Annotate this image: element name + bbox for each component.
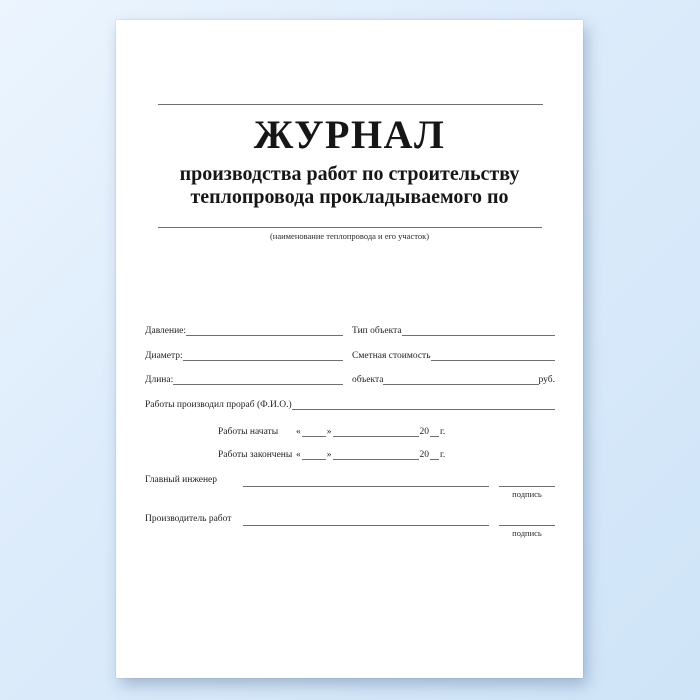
pressure-label: Давление: bbox=[145, 326, 187, 336]
form-row-foreman bbox=[145, 399, 555, 412]
currency-label: руб. bbox=[538, 375, 555, 385]
form-fields bbox=[145, 325, 555, 538]
object-cost-blank-line bbox=[383, 373, 538, 385]
estimated-cost-blank-line bbox=[431, 349, 555, 361]
object-type-blank-line bbox=[402, 324, 555, 336]
works-producer-signature-blank-line bbox=[499, 513, 555, 526]
works-producer-row bbox=[145, 513, 555, 538]
estimated-cost-label: Сметная стоимость bbox=[352, 351, 431, 361]
signature-caption: подпись bbox=[512, 489, 542, 499]
pipeline-name-caption: (наименование теплопровода и его участок) bbox=[269, 231, 430, 241]
object-type-label: Тип объекта bbox=[352, 326, 402, 336]
month-blank-line bbox=[333, 425, 419, 437]
quote-open: « bbox=[296, 427, 301, 437]
works-producer-name-blank-line bbox=[243, 513, 489, 526]
pipeline-name-blank-line bbox=[158, 227, 542, 228]
foreman-label: Работы производил прораб (Ф.И.О.) bbox=[145, 400, 292, 410]
subtitle-line-2: теплопровода прокладываемого по bbox=[190, 186, 509, 208]
chief-engineer-signature-blank-line bbox=[499, 474, 555, 487]
top-blank-line bbox=[158, 104, 543, 105]
pressure-blank-line bbox=[186, 324, 343, 336]
diameter-label: Диаметр: bbox=[145, 351, 183, 361]
length-blank-line bbox=[173, 373, 343, 385]
year-suffix: г. bbox=[440, 450, 446, 460]
year-suffix: г. bbox=[440, 427, 446, 437]
works-started-label: Работы начаты bbox=[218, 427, 279, 437]
object-word-label: объекта bbox=[352, 375, 384, 385]
document-title: ЖУРНАЛ bbox=[253, 112, 446, 157]
form-row-1 bbox=[145, 325, 555, 338]
works-finished-label: Работы закончены bbox=[218, 450, 293, 460]
foreman-blank-line bbox=[292, 398, 555, 410]
works-producer-label: Производитель работ bbox=[145, 514, 232, 524]
subtitle-line-1: производства работ по строительству bbox=[179, 163, 520, 185]
chief-engineer-row bbox=[145, 474, 555, 499]
year-prefix: 20 bbox=[419, 450, 429, 460]
year-blank-line bbox=[430, 425, 439, 437]
works-finished-row bbox=[218, 449, 555, 462]
day-blank-line bbox=[302, 448, 326, 460]
quote-close: » bbox=[326, 427, 332, 437]
works-started-row bbox=[218, 426, 555, 439]
quote-close: » bbox=[326, 450, 332, 460]
document-page bbox=[116, 20, 583, 678]
diameter-blank-line bbox=[183, 349, 343, 361]
year-prefix: 20 bbox=[419, 427, 429, 437]
form-row-2 bbox=[145, 350, 555, 363]
signature-caption: подпись bbox=[512, 528, 542, 538]
chief-engineer-label: Главный инженер bbox=[145, 475, 218, 485]
year-blank-line bbox=[430, 448, 439, 460]
month-blank-line bbox=[333, 448, 419, 460]
form-row-3 bbox=[145, 374, 555, 387]
length-label: Длина: bbox=[145, 375, 174, 385]
chief-engineer-name-blank-line bbox=[243, 474, 489, 487]
quote-open: « bbox=[296, 450, 301, 460]
day-blank-line bbox=[302, 425, 326, 437]
document-subtitle bbox=[116, 163, 583, 209]
